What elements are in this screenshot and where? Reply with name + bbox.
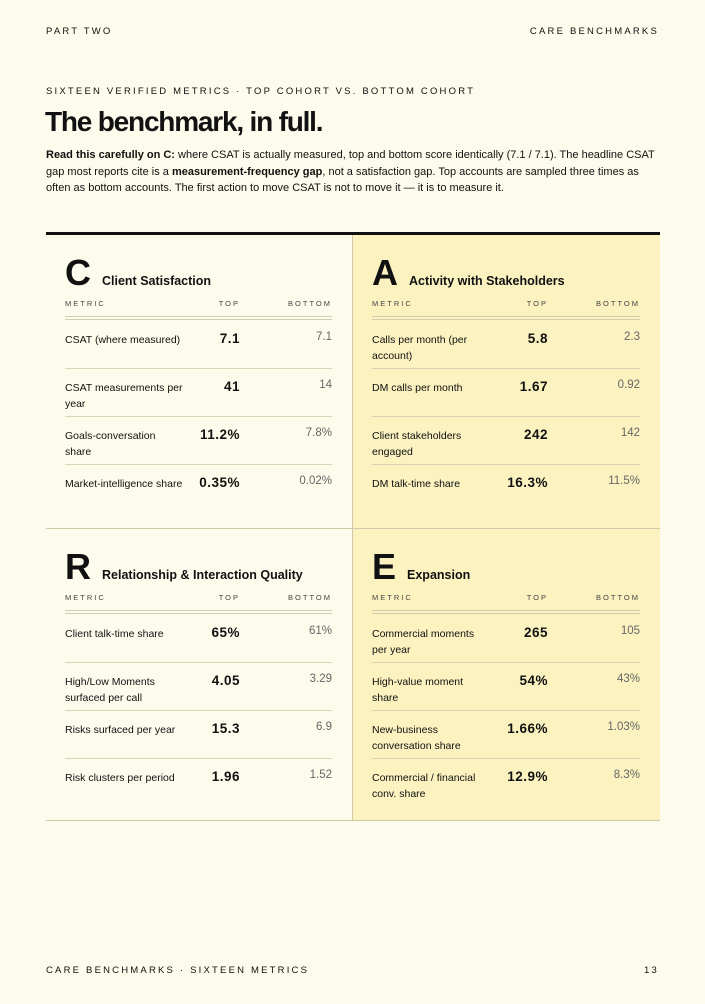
metric-label: Client stakeholders engaged [372, 430, 462, 458]
metric-label: New-business conversation share [372, 724, 461, 752]
col-bottom: BOTTOM [288, 299, 332, 308]
bottom-value: 0.92 [617, 379, 640, 391]
bottom-value: 11.5% [608, 475, 640, 487]
col-top: TOP [526, 299, 548, 308]
top-value: 5.8 [527, 331, 548, 346]
col-bottom: BOTTOM [596, 593, 640, 602]
top-value: 1.96 [211, 769, 240, 784]
panel-letter: R [65, 546, 91, 587]
top-value: 11.2% [199, 427, 240, 442]
metric-label: Market-intelligence share [65, 478, 183, 490]
metric-label: CSAT measurements per year [65, 382, 183, 410]
benchmark-grid [46, 232, 660, 821]
column-headers [372, 587, 640, 611]
intro-text-2: , not a satisfaction gap. Top accounts are sampled three times as often as bottom accounts. The first action to move CSAT is not to move it — it is to measure it. [46, 165, 639, 194]
panel-header [372, 252, 640, 293]
top-value: 16.3% [507, 475, 548, 490]
top-value: 265 [523, 625, 548, 640]
metric-label: DM calls per month [372, 382, 463, 394]
top-value: 1.66% [507, 721, 548, 736]
metric-label: DM talk-time share [372, 478, 461, 490]
metric-label: Commercial / financial conv. share [372, 772, 476, 800]
panel-activity-stakeholders [352, 235, 660, 529]
bottom-value: 8.3% [613, 769, 640, 781]
metric-rows [372, 615, 640, 807]
col-top: TOP [218, 299, 240, 308]
metric-label: Risk clusters per period [65, 772, 175, 784]
top-value: 4.05 [211, 673, 240, 688]
page-title: The benchmark, in full. [45, 106, 323, 137]
column-headers [65, 587, 332, 611]
panel-letter: A [372, 252, 398, 293]
metric-label: Commercial moments per year [372, 628, 475, 656]
running-footer [46, 965, 659, 976]
metric-row [372, 759, 640, 807]
metric-row [372, 369, 640, 417]
column-headers [372, 293, 640, 317]
bottom-value: 2.3 [624, 331, 640, 343]
bottom-value: 1.03% [607, 721, 640, 733]
bottom-value: 105 [620, 625, 640, 637]
intro-emphasis: measurement-frequency gap [171, 165, 323, 178]
panel-title: Client Satisfaction [102, 274, 212, 288]
metric-label: High-value moment share [372, 676, 464, 704]
footer-label: CARE BENCHMARKS · SIXTEEN METRICS [46, 965, 310, 976]
metric-row [372, 711, 640, 759]
bottom-value: 0.02% [299, 475, 332, 487]
metric-row [65, 465, 332, 513]
metric-row [65, 369, 332, 417]
col-metric: METRIC [65, 299, 106, 308]
page-number: 13 [644, 965, 659, 976]
bottom-value: 7.1 [316, 331, 332, 343]
metric-row [65, 711, 332, 759]
col-top: TOP [218, 593, 240, 602]
bottom-value: 142 [620, 427, 640, 439]
metric-label: Goals-conversation share [65, 430, 156, 458]
kicker: SIXTEEN VERIFIED METRICS · TOP COHORT VS. BOTTOM COHORT [46, 86, 476, 97]
col-bottom: BOTTOM [596, 299, 640, 308]
bottom-value: 6.9 [316, 721, 332, 733]
bottom-value: 7.8% [305, 427, 332, 439]
metric-label: CSAT (where measured) [65, 334, 181, 346]
metric-rows [65, 321, 332, 513]
metric-row [372, 321, 640, 369]
metric-row [65, 663, 332, 711]
metric-label: High/Low Moments surfaced per call [65, 676, 155, 704]
col-bottom: BOTTOM [288, 593, 332, 602]
metric-row [372, 417, 640, 465]
metric-row [372, 663, 640, 711]
metric-row [372, 615, 640, 663]
publication-label: CARE BENCHMARKS [529, 26, 659, 37]
bottom-value: 3.29 [309, 673, 332, 685]
panel-header [65, 546, 332, 587]
bottom-value: 1.52 [309, 769, 332, 781]
col-metric: METRIC [65, 593, 106, 602]
bottom-value: 43% [616, 673, 640, 685]
bottom-value: 14 [319, 379, 332, 391]
intro-text-1: where CSAT is actually measured, top and bottom score identically (7.1 / 7.1). The headline CSAT gap most reports cite is a [46, 149, 655, 178]
top-value: 65% [211, 625, 240, 640]
metric-row [65, 615, 332, 663]
panel-header [65, 252, 332, 293]
metric-label: Calls per month (per account) [372, 334, 468, 362]
col-metric: METRIC [372, 299, 413, 308]
metric-rows [65, 615, 332, 807]
panel-relationship-quality [46, 529, 352, 821]
panel-client-satisfaction [46, 235, 352, 529]
intro-paragraph [46, 147, 661, 197]
top-value: 54% [519, 673, 548, 688]
metric-row [65, 759, 332, 807]
panel-expansion [352, 529, 660, 821]
section-label: PART TWO [46, 26, 113, 37]
top-value: 41 [223, 379, 240, 394]
column-headers [65, 293, 332, 317]
metric-label: Client talk-time share [65, 628, 164, 640]
top-value: 242 [523, 427, 548, 442]
panel-title: Relationship & Interaction Quality [102, 568, 303, 582]
metric-row [65, 321, 332, 369]
col-top: TOP [526, 593, 548, 602]
top-value: 7.1 [219, 331, 240, 346]
metric-row [65, 417, 332, 465]
panel-letter: C [65, 252, 91, 293]
intro-lead: Read this carefully on C: [46, 149, 175, 161]
top-value: 15.3 [211, 721, 240, 736]
metric-row [372, 465, 640, 513]
panel-header [372, 546, 640, 587]
top-value: 1.67 [519, 379, 548, 394]
metric-rows [372, 321, 640, 513]
panel-title: Expansion [407, 568, 471, 582]
running-header [46, 26, 659, 37]
bottom-value: 61% [308, 625, 332, 637]
col-metric: METRIC [372, 593, 413, 602]
panel-letter: E [372, 546, 397, 587]
top-value: 12.9% [507, 769, 548, 784]
panel-title: Activity with Stakeholders [409, 274, 565, 288]
top-value: 0.35% [199, 475, 240, 490]
metric-label: Risks surfaced per year [65, 724, 176, 736]
